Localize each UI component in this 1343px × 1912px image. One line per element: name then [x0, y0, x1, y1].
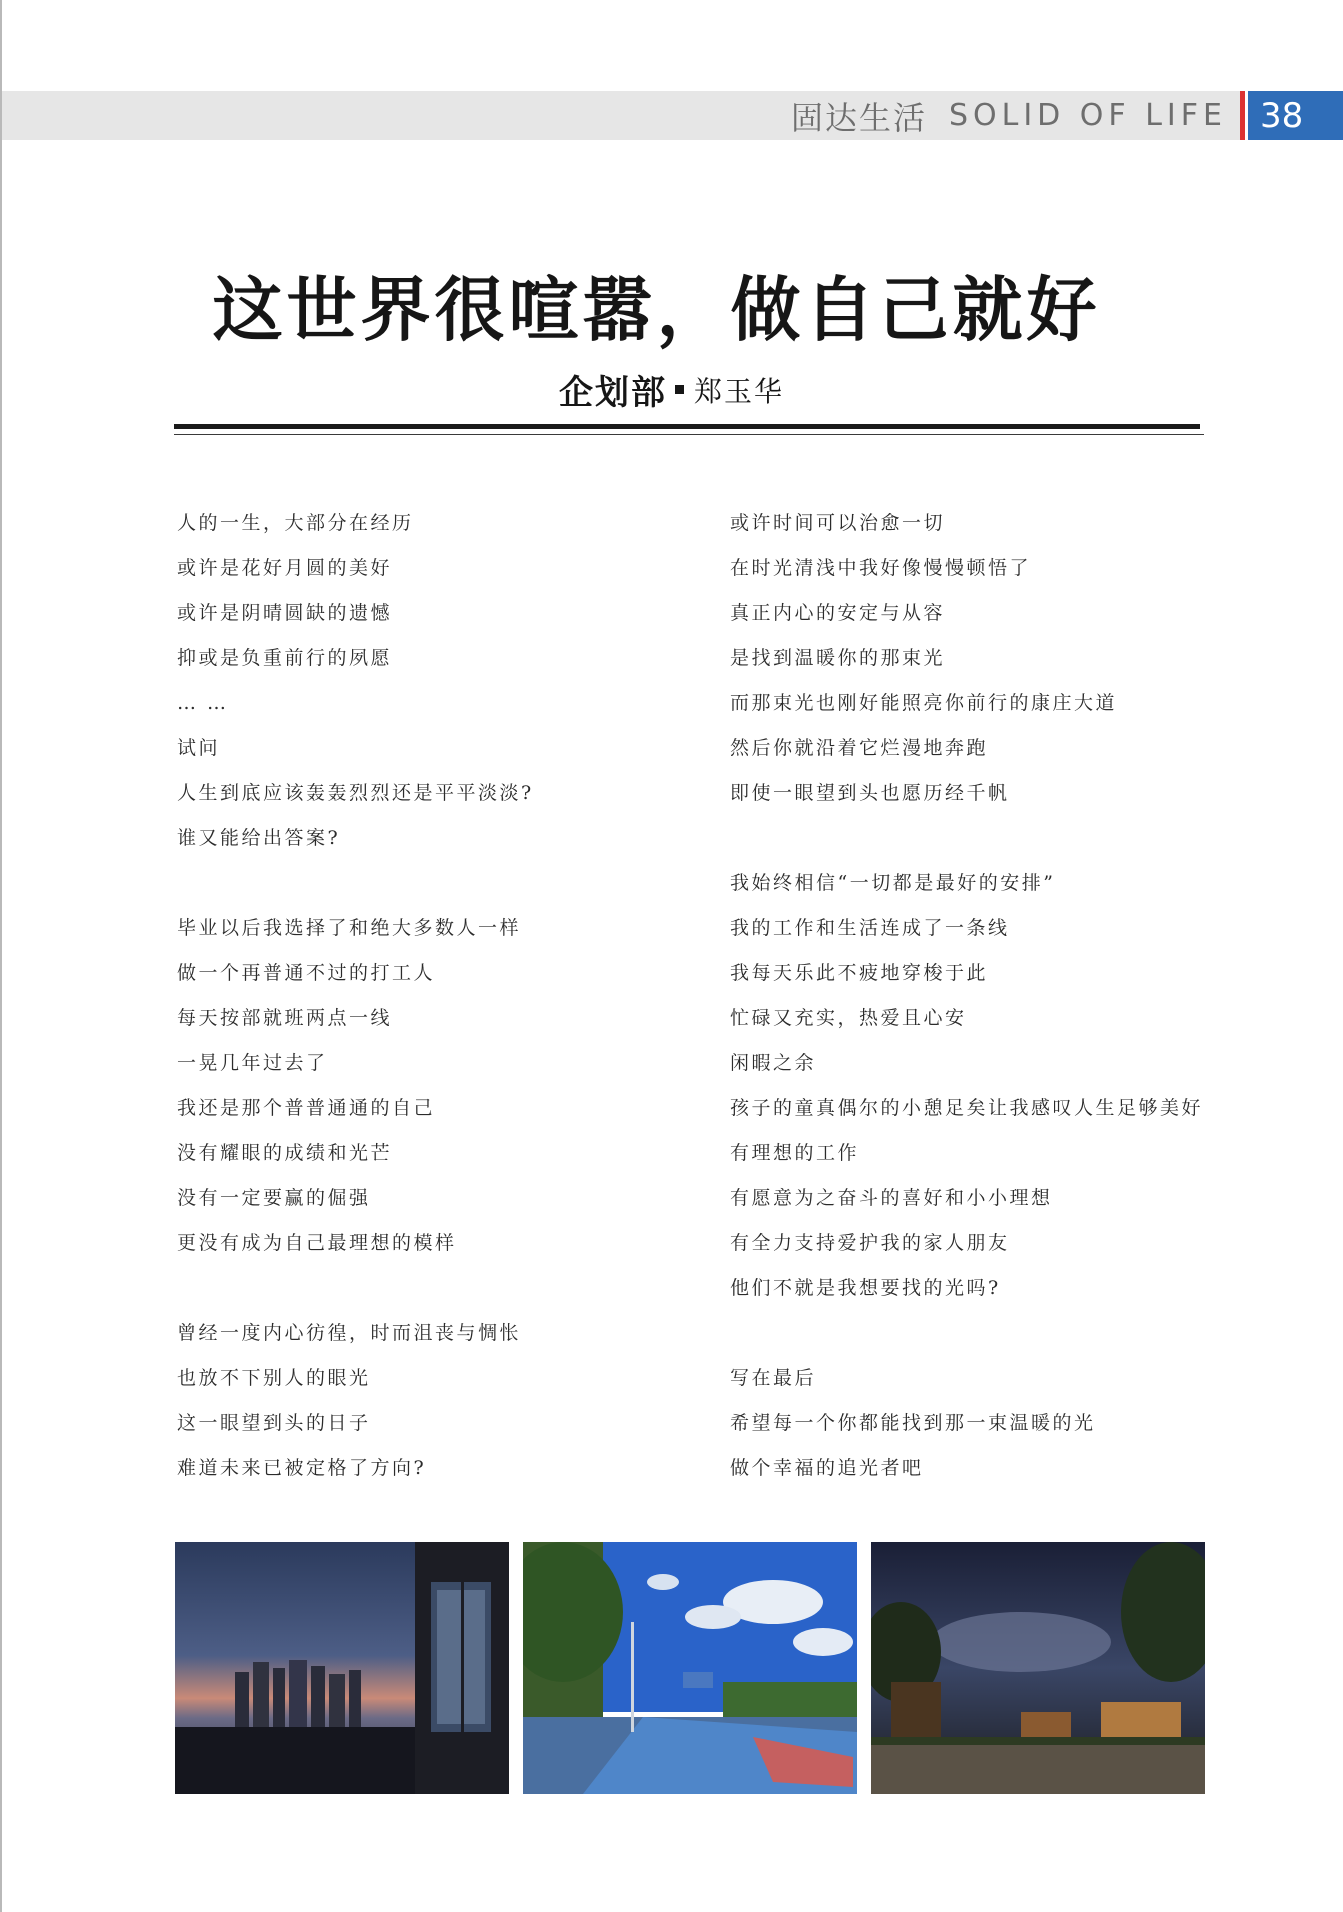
poem-line: 在时光清浅中我好像慢慢顿悟了 — [730, 557, 1032, 579]
poem-line: 即使一眼望到头也愿历经千帆 — [730, 782, 1010, 804]
poem-line: 一晃几年过去了 — [177, 1052, 328, 1074]
poem-line: 更没有成为自己最理想的模样 — [177, 1232, 457, 1254]
title-rule-thin — [174, 434, 1204, 435]
poem-line: 写在最后 — [730, 1367, 817, 1389]
poem-line — [177, 865, 737, 910]
poem-line: 没有耀眼的成绩和光芒 — [177, 1142, 393, 1164]
title-rule-thick — [174, 424, 1200, 429]
poem-line: 人的一生，大部分在经历 — [177, 512, 414, 534]
poem-line: … … — [177, 692, 229, 714]
poem-line: 有理想的工作 — [730, 1142, 860, 1164]
photo-night-park — [871, 1542, 1205, 1794]
poem-line: 或许时间可以治愈一切 — [730, 512, 946, 534]
poem-line: 毕业以后我选择了和绝大多数人一样 — [177, 917, 522, 939]
poem-line: 曾经一度内心彷徨，时而沮丧与惆怅 — [177, 1322, 522, 1344]
poem-line: 谁又能给出答案? — [177, 827, 341, 849]
poem-line: 忙碌又充实，热爱且心安 — [730, 1007, 967, 1029]
page-number: 38 — [1248, 91, 1343, 140]
article-title: 这世界很喧嚣，做自己就好 — [212, 268, 1101, 351]
section-title-cn: 固达生活 — [790, 98, 927, 137]
poem-column-right — [730, 505, 1320, 1495]
poem-line: 没有一定要赢的倔强 — [177, 1187, 371, 1209]
poem-line: 也放不下别人的眼光 — [177, 1367, 371, 1389]
poem-line: 是找到温暖你的那束光 — [730, 647, 946, 669]
poem-line: 我始终相信“一切都是最好的安排” — [730, 872, 1056, 894]
poem-line: 做一个再普通不过的打工人 — [177, 962, 436, 984]
page-accent-bar — [1240, 91, 1245, 140]
poem-line: 而那束光也刚好能照亮你前行的康庄大道 — [730, 692, 1118, 714]
poem-line — [730, 1315, 1320, 1360]
photo-dusk-city — [175, 1542, 509, 1794]
poem-line: 做个幸福的追光者吧 — [730, 1457, 924, 1479]
photo-strip — [175, 1542, 1205, 1794]
poem-line: 或许是阴晴圆缺的遗憾 — [177, 602, 393, 624]
poem-line — [177, 1270, 737, 1315]
poem-line: 难道未来已被定格了方向? — [177, 1457, 427, 1479]
poem-line: 人生到底应该轰轰烈烈还是平平淡淡? — [177, 782, 534, 804]
poem-line: 有全力支持爱护我的家人朋友 — [730, 1232, 1010, 1254]
poem-line: 或许是花好月圆的美好 — [177, 557, 393, 579]
byline-separator — [675, 385, 684, 394]
poem-line: 有愿意为之奋斗的喜好和小小理想 — [730, 1187, 1053, 1209]
poem-line: 真正内心的安定与从容 — [730, 602, 946, 624]
poem-line: 他们不就是我想要找的光吗? — [730, 1277, 1001, 1299]
poem-line: 抑或是负重前行的夙愿 — [177, 647, 393, 669]
poem-column-left — [177, 505, 737, 1495]
section-heading — [791, 93, 1245, 139]
author: 郑玉华 — [693, 374, 784, 408]
poem-line: 我的工作和生活连成了一条线 — [730, 917, 1010, 939]
poem-line: 我每天乐此不疲地穿梭于此 — [730, 962, 989, 984]
poem-line — [730, 820, 1320, 865]
poem-line: 然后你就沿着它烂漫地奔跑 — [730, 737, 989, 759]
byline — [0, 365, 1343, 414]
department: 企划部 — [558, 373, 667, 413]
poem-line: 每天按部就班两点一线 — [177, 1007, 393, 1029]
header-band — [2, 91, 1245, 140]
section-title-en: SOLID OF LIFE — [948, 98, 1227, 133]
photo-basketball-court — [523, 1542, 857, 1794]
poem-line: 孩子的童真偶尔的小憩足矣让我感叹人生足够美好 — [730, 1097, 1204, 1119]
poem-line: 希望每一个你都能找到那一束温暖的光 — [730, 1412, 1096, 1434]
poem-line: 这一眼望到头的日子 — [177, 1412, 371, 1434]
poem-line: 试问 — [177, 737, 221, 759]
poem-line: 我还是那个普普通通的自己 — [177, 1097, 436, 1119]
poem-line: 闲暇之余 — [730, 1052, 817, 1074]
